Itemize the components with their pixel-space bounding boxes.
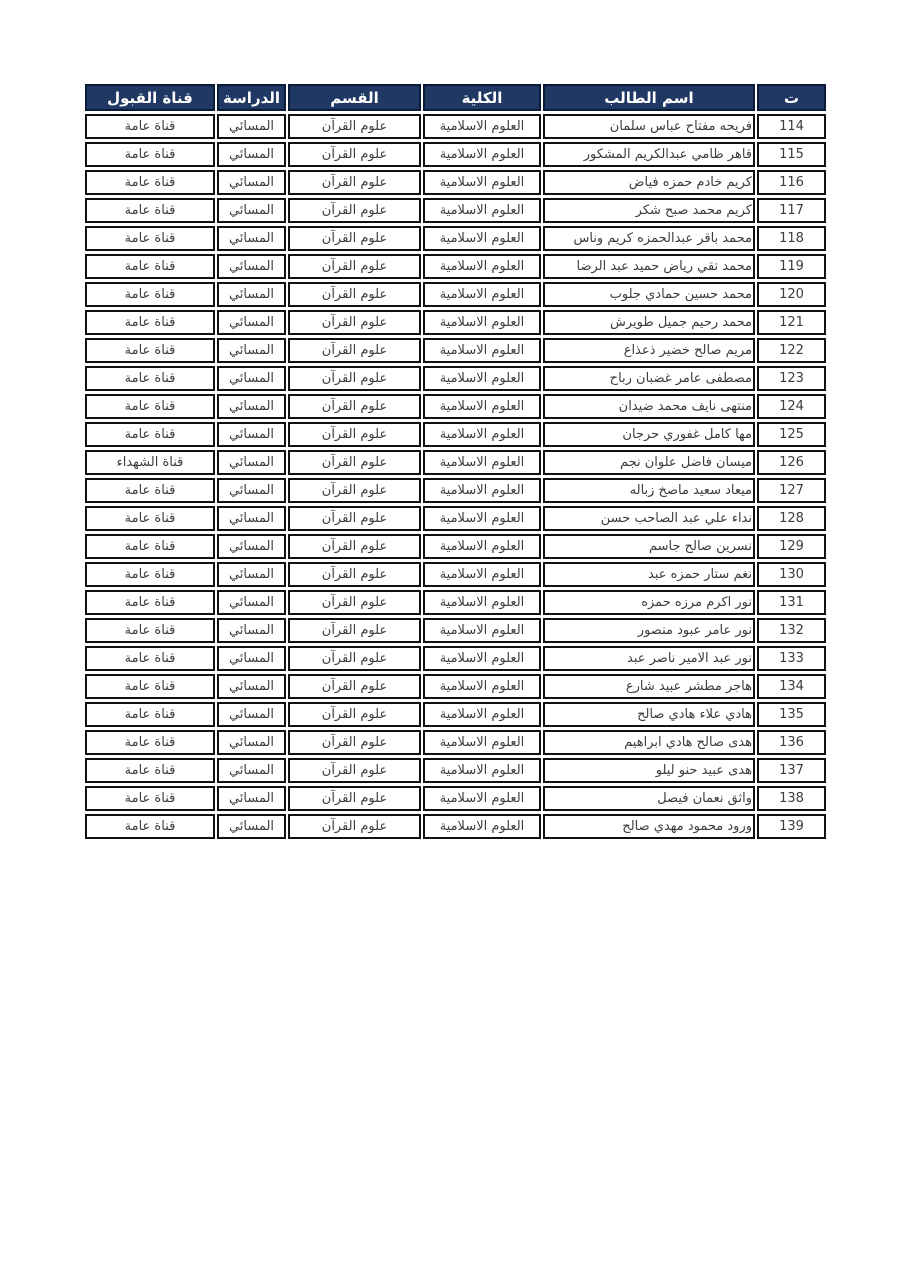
cell-study: المسائي — [217, 422, 286, 447]
cell-name: كريم خادم حمزه فياض — [543, 170, 755, 195]
cell-dept: علوم القرآن — [288, 114, 421, 139]
cell-no: 115 — [757, 142, 826, 167]
cell-channel: قناة عامة — [85, 170, 215, 195]
cell-no: 134 — [757, 674, 826, 699]
cell-study: المسائي — [217, 366, 286, 391]
cell-study: المسائي — [217, 394, 286, 419]
cell-study: المسائي — [217, 478, 286, 503]
cell-dept: علوم القرآن — [288, 702, 421, 727]
cell-no: 126 — [757, 450, 826, 475]
cell-college: العلوم الاسلامية — [423, 562, 541, 587]
cell-no: 133 — [757, 646, 826, 671]
table-row — [85, 590, 826, 615]
cell-name: ورود محمود مهدي صالح — [543, 814, 755, 839]
cell-no: 114 — [757, 114, 826, 139]
cell-study: المسائي — [217, 646, 286, 671]
cell-no: 121 — [757, 310, 826, 335]
cell-no: 124 — [757, 394, 826, 419]
cell-college: العلوم الاسلامية — [423, 590, 541, 615]
cell-college: العلوم الاسلامية — [423, 534, 541, 559]
cell-dept: علوم القرآن — [288, 506, 421, 531]
cell-no: 129 — [757, 534, 826, 559]
cell-no: 135 — [757, 702, 826, 727]
cell-channel: قناة عامة — [85, 310, 215, 335]
students-table-container — [83, 81, 828, 842]
cell-no: 138 — [757, 786, 826, 811]
cell-channel: قناة عامة — [85, 478, 215, 503]
table-row — [85, 254, 826, 279]
cell-no: 130 — [757, 562, 826, 587]
cell-name: ميسان فاضل علوان نجم — [543, 450, 755, 475]
cell-college: العلوم الاسلامية — [423, 618, 541, 643]
cell-channel: قناة الشهداء — [85, 450, 215, 475]
cell-college: العلوم الاسلامية — [423, 758, 541, 783]
cell-college: العلوم الاسلامية — [423, 338, 541, 363]
column-header-study: الدراسة — [217, 84, 286, 111]
cell-name: نور عامر عبود منصور — [543, 618, 755, 643]
cell-dept: علوم القرآن — [288, 534, 421, 559]
cell-college: العلوم الاسلامية — [423, 450, 541, 475]
cell-channel: قناة عامة — [85, 590, 215, 615]
cell-college: العلوم الاسلامية — [423, 506, 541, 531]
cell-study: المسائي — [217, 170, 286, 195]
students-table — [83, 81, 828, 842]
cell-name: محمد حسين حمادي جلوب — [543, 282, 755, 307]
cell-dept: علوم القرآن — [288, 674, 421, 699]
cell-study: المسائي — [217, 814, 286, 839]
table-row — [85, 646, 826, 671]
cell-study: المسائي — [217, 254, 286, 279]
cell-channel: قناة عامة — [85, 534, 215, 559]
column-header-college: الكلية — [423, 84, 541, 111]
cell-college: العلوم الاسلامية — [423, 366, 541, 391]
cell-no: 132 — [757, 618, 826, 643]
cell-no: 131 — [757, 590, 826, 615]
cell-channel: قناة عامة — [85, 142, 215, 167]
cell-college: العلوم الاسلامية — [423, 142, 541, 167]
cell-channel: قناة عامة — [85, 562, 215, 587]
cell-study: المسائي — [217, 282, 286, 307]
column-header-dept: القسم — [288, 84, 421, 111]
cell-study: المسائي — [217, 758, 286, 783]
cell-channel: قناة عامة — [85, 338, 215, 363]
cell-dept: علوم القرآن — [288, 758, 421, 783]
cell-study: المسائي — [217, 310, 286, 335]
cell-dept: علوم القرآن — [288, 170, 421, 195]
cell-no: 123 — [757, 366, 826, 391]
cell-college: العلوم الاسلامية — [423, 198, 541, 223]
table-row — [85, 394, 826, 419]
cell-name: قاهر ظامي عبدالكريم المشكور — [543, 142, 755, 167]
cell-study: المسائي — [217, 786, 286, 811]
table-row — [85, 450, 826, 475]
cell-dept: علوم القرآن — [288, 646, 421, 671]
table-row — [85, 198, 826, 223]
cell-no: 118 — [757, 226, 826, 251]
cell-name: نور اكرم مرزه حمزه — [543, 590, 755, 615]
table-row — [85, 142, 826, 167]
cell-channel: قناة عامة — [85, 254, 215, 279]
cell-name: نور عبد الامير ناصر عبد — [543, 646, 755, 671]
table-row — [85, 506, 826, 531]
cell-name: مها كامل غفوري حرجان — [543, 422, 755, 447]
table-row — [85, 310, 826, 335]
cell-channel: قناة عامة — [85, 506, 215, 531]
cell-dept: علوم القرآن — [288, 422, 421, 447]
cell-college: العلوم الاسلامية — [423, 310, 541, 335]
cell-dept: علوم القرآن — [288, 730, 421, 755]
cell-dept: علوم القرآن — [288, 310, 421, 335]
cell-channel: قناة عامة — [85, 226, 215, 251]
cell-name: منتهى نايف محمد ضيدان — [543, 394, 755, 419]
table-row — [85, 758, 826, 783]
table-row — [85, 226, 826, 251]
cell-college: العلوم الاسلامية — [423, 814, 541, 839]
cell-no: 125 — [757, 422, 826, 447]
cell-channel: قناة عامة — [85, 758, 215, 783]
cell-name: نغم ستار حمزه عبد — [543, 562, 755, 587]
cell-study: المسائي — [217, 226, 286, 251]
cell-study: المسائي — [217, 590, 286, 615]
cell-channel: قناة عامة — [85, 366, 215, 391]
cell-no: 122 — [757, 338, 826, 363]
cell-name: ميعاد سعيد ماصخ زباله — [543, 478, 755, 503]
cell-no: 128 — [757, 506, 826, 531]
cell-dept: علوم القرآن — [288, 282, 421, 307]
cell-channel: قناة عامة — [85, 422, 215, 447]
cell-college: العلوم الاسلامية — [423, 702, 541, 727]
cell-channel: قناة عامة — [85, 114, 215, 139]
cell-no: 139 — [757, 814, 826, 839]
cell-dept: علوم القرآن — [288, 198, 421, 223]
table-row — [85, 730, 826, 755]
cell-college: العلوم الاسلامية — [423, 226, 541, 251]
cell-channel: قناة عامة — [85, 394, 215, 419]
cell-channel: قناة عامة — [85, 730, 215, 755]
table-row — [85, 786, 826, 811]
cell-no: 116 — [757, 170, 826, 195]
cell-no: 127 — [757, 478, 826, 503]
cell-no: 136 — [757, 730, 826, 755]
column-header-no: ت — [757, 84, 826, 111]
cell-study: المسائي — [217, 730, 286, 755]
cell-dept: علوم القرآن — [288, 226, 421, 251]
cell-no: 137 — [757, 758, 826, 783]
cell-dept: علوم القرآن — [288, 338, 421, 363]
cell-name: نداء علي عبد الصاحب حسن — [543, 506, 755, 531]
cell-college: العلوم الاسلامية — [423, 478, 541, 503]
table-row — [85, 674, 826, 699]
cell-name: نسرين صالح جاسم — [543, 534, 755, 559]
cell-study: المسائي — [217, 534, 286, 559]
cell-dept: علوم القرآن — [288, 450, 421, 475]
table-row — [85, 702, 826, 727]
cell-dept: علوم القرآن — [288, 254, 421, 279]
table-row — [85, 478, 826, 503]
header-row — [85, 84, 826, 111]
cell-dept: علوم القرآن — [288, 366, 421, 391]
cell-dept: علوم القرآن — [288, 618, 421, 643]
cell-channel: قناة عامة — [85, 674, 215, 699]
cell-name: مريم صالح خضير ذعذاع — [543, 338, 755, 363]
cell-channel: قناة عامة — [85, 198, 215, 223]
table-body — [85, 114, 826, 839]
cell-study: المسائي — [217, 142, 286, 167]
cell-no: 120 — [757, 282, 826, 307]
table-row — [85, 534, 826, 559]
table-row — [85, 562, 826, 587]
cell-name: كريم محمد صبح شكر — [543, 198, 755, 223]
cell-study: المسائي — [217, 450, 286, 475]
cell-college: العلوم الاسلامية — [423, 114, 541, 139]
cell-name: واثق نعمان فيصل — [543, 786, 755, 811]
cell-college: العلوم الاسلامية — [423, 282, 541, 307]
cell-dept: علوم القرآن — [288, 562, 421, 587]
cell-channel: قناة عامة — [85, 702, 215, 727]
cell-college: العلوم الاسلامية — [423, 170, 541, 195]
cell-no: 117 — [757, 198, 826, 223]
cell-study: المسائي — [217, 702, 286, 727]
cell-dept: علوم القرآن — [288, 142, 421, 167]
cell-name: فريحه مفتاح عباس سلمان — [543, 114, 755, 139]
column-header-channel: قناة القبول — [85, 84, 215, 111]
cell-study: المسائي — [217, 198, 286, 223]
cell-name: هادي علاء هادي صالح — [543, 702, 755, 727]
table-row — [85, 814, 826, 839]
cell-no: 119 — [757, 254, 826, 279]
cell-study: المسائي — [217, 506, 286, 531]
table-row — [85, 422, 826, 447]
cell-college: العلوم الاسلامية — [423, 730, 541, 755]
cell-study: المسائي — [217, 114, 286, 139]
table-row — [85, 170, 826, 195]
table-row — [85, 366, 826, 391]
cell-name: هاجر مطشر عبيد شارع — [543, 674, 755, 699]
cell-channel: قناة عامة — [85, 646, 215, 671]
cell-name: مصطفى عامر غضبان رباح — [543, 366, 755, 391]
cell-name: محمد تقي رياض حميد عبد الرضا — [543, 254, 755, 279]
cell-dept: علوم القرآن — [288, 786, 421, 811]
cell-dept: علوم القرآن — [288, 814, 421, 839]
cell-name: محمد رحيم جميل طويرش — [543, 310, 755, 335]
cell-channel: قناة عامة — [85, 618, 215, 643]
cell-study: المسائي — [217, 338, 286, 363]
cell-study: المسائي — [217, 674, 286, 699]
cell-name: محمد باقر عبدالحمزه كريم وناس — [543, 226, 755, 251]
cell-dept: علوم القرآن — [288, 394, 421, 419]
table-row — [85, 114, 826, 139]
cell-college: العلوم الاسلامية — [423, 646, 541, 671]
cell-study: المسائي — [217, 562, 286, 587]
cell-study: المسائي — [217, 618, 286, 643]
table-row — [85, 338, 826, 363]
cell-college: العلوم الاسلامية — [423, 786, 541, 811]
cell-college: العلوم الاسلامية — [423, 422, 541, 447]
cell-dept: علوم القرآن — [288, 590, 421, 615]
cell-college: العلوم الاسلامية — [423, 394, 541, 419]
column-header-name: اسم الطالب — [543, 84, 755, 111]
cell-name: هدى صالح هادي ابراهيم — [543, 730, 755, 755]
cell-channel: قناة عامة — [85, 786, 215, 811]
cell-name: هدى عبيد حنو ليلو — [543, 758, 755, 783]
table-row — [85, 618, 826, 643]
cell-channel: قناة عامة — [85, 282, 215, 307]
cell-channel: قناة عامة — [85, 814, 215, 839]
table-row — [85, 282, 826, 307]
cell-college: العلوم الاسلامية — [423, 254, 541, 279]
cell-dept: علوم القرآن — [288, 478, 421, 503]
cell-college: العلوم الاسلامية — [423, 674, 541, 699]
